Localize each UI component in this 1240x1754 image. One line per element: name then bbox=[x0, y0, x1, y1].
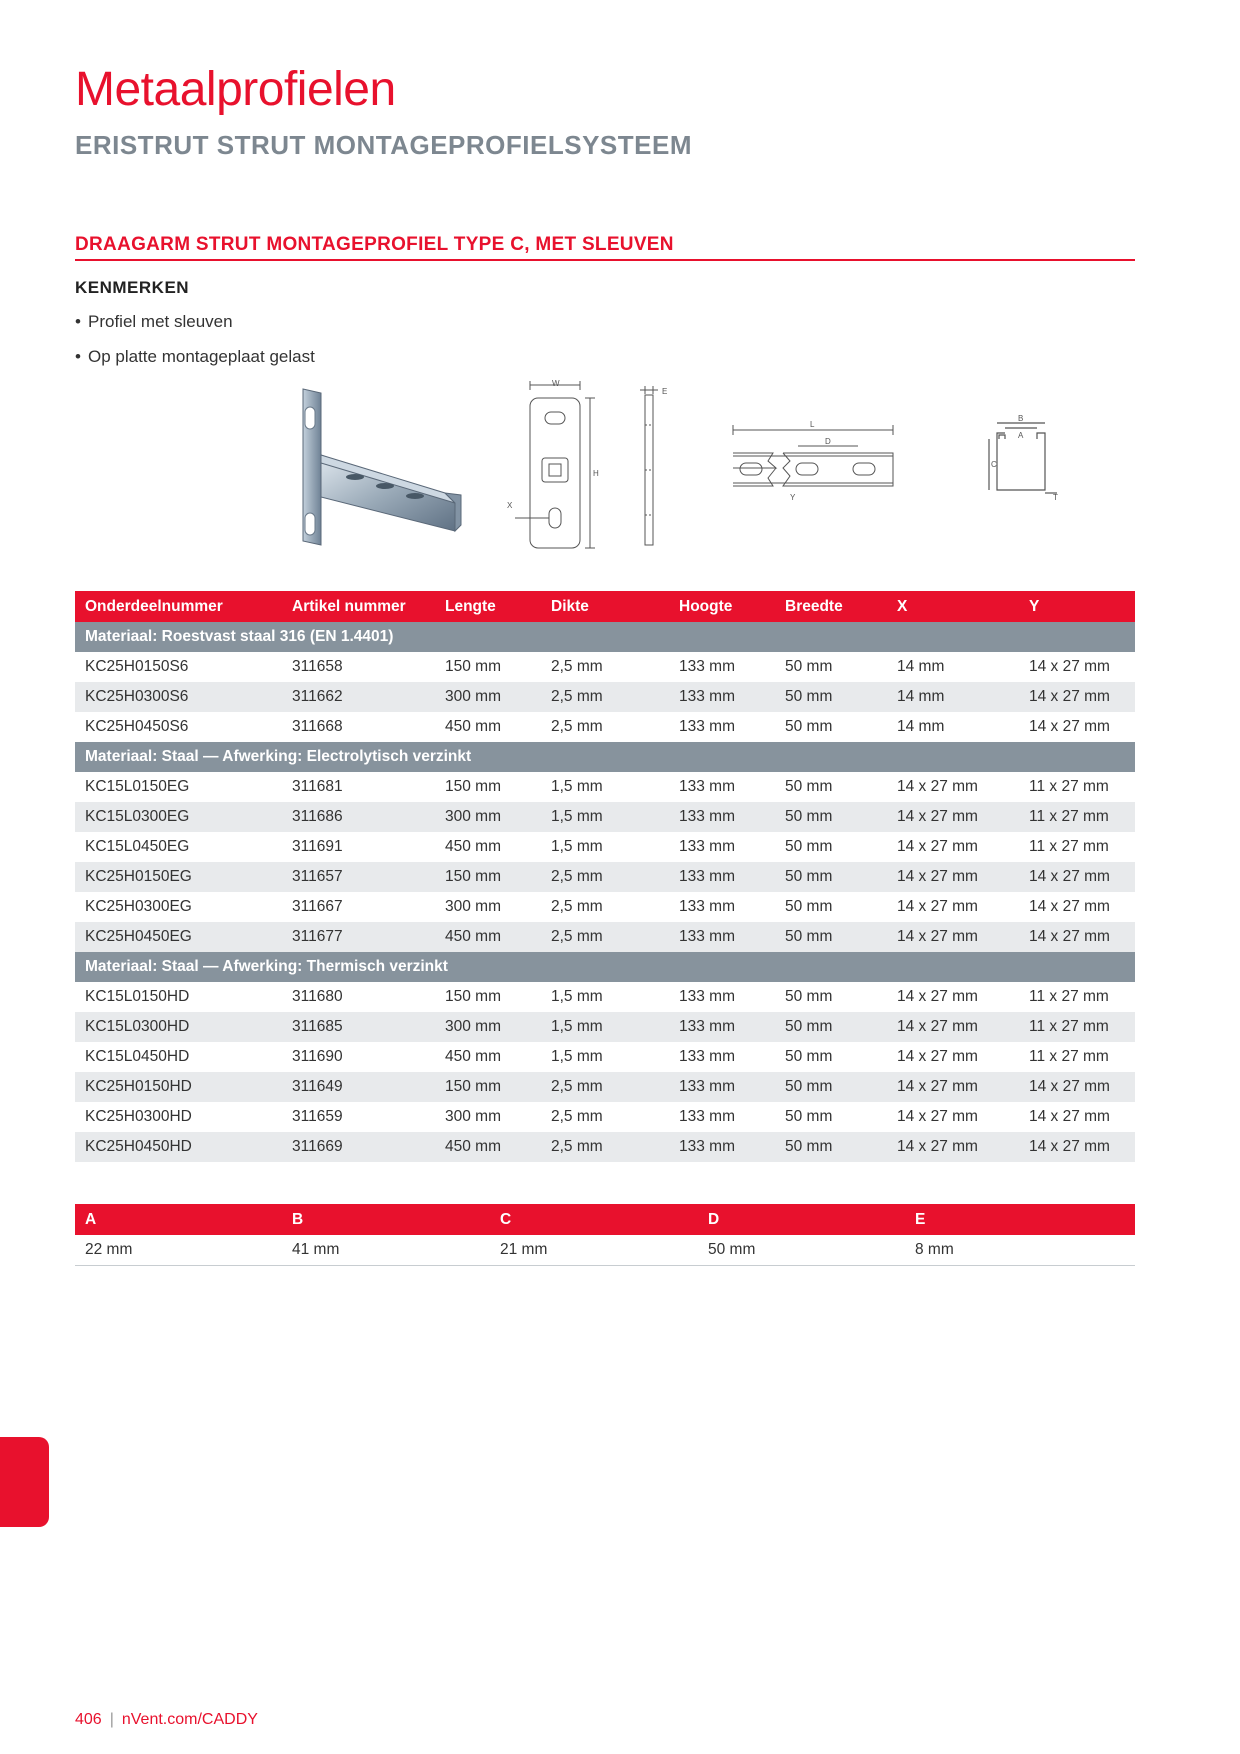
table-cell: 14 mm bbox=[897, 718, 945, 735]
table-cell: 50 mm bbox=[785, 898, 833, 915]
dim-label: D bbox=[825, 437, 831, 446]
table-cell: 2,5 mm bbox=[541, 1072, 669, 1102]
dimensions-table bbox=[75, 1204, 1135, 1266]
material-label: Materiaal: Staal — Afwerking: Electrolytisch verzinkt bbox=[75, 742, 1135, 772]
table-row bbox=[75, 892, 1135, 922]
dim-label: Y bbox=[790, 493, 796, 502]
dim-label: C bbox=[991, 460, 997, 469]
table-cell: 133 mm bbox=[679, 658, 735, 675]
features-list bbox=[75, 311, 315, 381]
table-cell: 2,5 mm bbox=[541, 862, 669, 892]
table-cell: 300 mm bbox=[435, 802, 541, 832]
table-cell: 311658 bbox=[292, 658, 343, 675]
section-title: DRAAGARM STRUT MONTAGEPROFIEL TYPE C, MET SLEUVEN bbox=[75, 234, 674, 255]
table-cell: 22 mm bbox=[75, 1235, 282, 1266]
column-header: C bbox=[490, 1204, 698, 1235]
table-cell: 150 mm bbox=[445, 988, 501, 1005]
table-cell: 311659 bbox=[292, 1108, 343, 1125]
table-cell: 14 x 27 mm bbox=[1019, 862, 1135, 892]
table-cell: 2,5 mm bbox=[551, 898, 603, 915]
table-cell: 150 mm bbox=[445, 658, 501, 675]
table-cell: 14 x 27 mm bbox=[897, 1048, 978, 1065]
table-cell: 50 mm bbox=[785, 1048, 833, 1065]
table-cell: 133 mm bbox=[669, 1132, 775, 1162]
table-cell: KC15L0150HD bbox=[85, 988, 190, 1005]
table-cell: 311668 bbox=[292, 718, 343, 735]
table-cell: 41 mm bbox=[282, 1235, 490, 1266]
table-cell: 14 x 27 mm bbox=[1029, 898, 1110, 915]
table-cell: 311669 bbox=[282, 1132, 435, 1162]
table-cell: 133 mm bbox=[679, 988, 735, 1005]
table-cell: 11 x 27 mm bbox=[1029, 778, 1109, 795]
table-row bbox=[75, 922, 1135, 952]
table-cell: 50 mm bbox=[775, 922, 887, 952]
column-header: B bbox=[282, 1204, 490, 1235]
table-cell: 311657 bbox=[282, 862, 435, 892]
table-cell: 2,5 mm bbox=[551, 658, 603, 675]
table-row bbox=[75, 1072, 1135, 1102]
column-header: D bbox=[698, 1204, 905, 1235]
table-cell: 1,5 mm bbox=[541, 1012, 669, 1042]
table-row bbox=[75, 1132, 1135, 1162]
table-cell: KC15L0300HD bbox=[75, 1012, 282, 1042]
table-cell: 311681 bbox=[292, 778, 343, 795]
footer-separator: | bbox=[109, 1711, 114, 1728]
table-cell: 1,5 mm bbox=[551, 778, 603, 795]
table-row bbox=[75, 1012, 1135, 1042]
column-header: Hoogte bbox=[669, 591, 775, 622]
column-header: Onderdeelnummer bbox=[75, 591, 282, 622]
table-cell: 1,5 mm bbox=[551, 1048, 603, 1065]
table-cell: 11 x 27 mm bbox=[1029, 1048, 1109, 1065]
table-row bbox=[75, 1042, 1135, 1072]
table-cell: 150 mm bbox=[445, 778, 501, 795]
table-cell: 14 x 27 mm bbox=[1029, 658, 1110, 675]
table-cell: 50 mm bbox=[775, 1072, 887, 1102]
material-label: Materiaal: Staal — Afwerking: Thermisch verzinkt bbox=[75, 952, 1135, 982]
table-cell: 450 mm bbox=[435, 922, 541, 952]
table-cell: 311690 bbox=[292, 1048, 343, 1065]
page-footer bbox=[75, 1711, 258, 1729]
table-cell: 1,5 mm bbox=[551, 988, 603, 1005]
table-cell: 50 mm bbox=[785, 778, 833, 795]
table-cell: 14 x 27 mm bbox=[897, 838, 978, 855]
feature-item: • Op platte montageplaat gelast bbox=[75, 347, 315, 366]
table-cell: 14 x 27 mm bbox=[1019, 682, 1135, 712]
table-cell: 300 mm bbox=[445, 1108, 501, 1125]
table-cell: 50 mm bbox=[785, 1108, 833, 1125]
table-cell: 450 mm bbox=[445, 718, 501, 735]
table-row bbox=[75, 832, 1135, 862]
footer-link[interactable]: nVent.com/CADDY bbox=[121, 1711, 258, 1728]
table-cell: 2,5 mm bbox=[541, 682, 669, 712]
table-cell: 133 mm bbox=[679, 778, 735, 795]
table-cell: 311662 bbox=[282, 682, 435, 712]
table-cell: 21 mm bbox=[490, 1235, 698, 1266]
table-cell: KC25H0300HD bbox=[85, 1108, 192, 1125]
c-profile-section-drawing bbox=[985, 415, 1065, 500]
table-cell: 50 mm bbox=[785, 838, 833, 855]
table-cell: 2,5 mm bbox=[551, 718, 603, 735]
material-label: Materiaal: Roestvast staal 316 (EN 1.4401) bbox=[75, 622, 1135, 652]
table-cell: 150 mm bbox=[435, 862, 541, 892]
material-group-row bbox=[75, 622, 1135, 652]
table-cell: 133 mm bbox=[679, 1048, 735, 1065]
table-cell: KC25H0450S6 bbox=[85, 718, 189, 735]
table-row bbox=[75, 1235, 1135, 1266]
table-cell: 14 x 27 mm bbox=[887, 1132, 1019, 1162]
feature-item: • Profiel met sleuven bbox=[75, 312, 233, 331]
table-cell: 14 x 27 mm bbox=[1019, 1072, 1135, 1102]
table-cell: 11 x 27 mm bbox=[1019, 802, 1135, 832]
table-cell: 14 x 27 mm bbox=[887, 922, 1019, 952]
table-cell: 50 mm bbox=[775, 802, 887, 832]
table-cell: 300 mm bbox=[435, 1012, 541, 1042]
features-heading: KENMERKEN bbox=[75, 278, 190, 297]
table-cell: 450 mm bbox=[445, 838, 501, 855]
section-divider bbox=[75, 259, 1135, 261]
table-cell: 2,5 mm bbox=[541, 922, 669, 952]
table-cell: KC25H0150EG bbox=[75, 862, 282, 892]
column-header: Artikel nummer bbox=[282, 591, 435, 622]
table-cell: 133 mm bbox=[679, 898, 735, 915]
table-row bbox=[75, 682, 1135, 712]
table-cell: KC25H0150S6 bbox=[85, 658, 189, 675]
table-cell: 14 x 27 mm bbox=[897, 898, 978, 915]
table-cell: 450 mm bbox=[445, 1048, 501, 1065]
table-cell: 50 mm bbox=[698, 1235, 905, 1266]
table-cell: KC15L0450HD bbox=[85, 1048, 190, 1065]
table-cell: 14 x 27 mm bbox=[1019, 922, 1135, 952]
dim-label: A bbox=[1018, 431, 1024, 440]
table-cell: 311685 bbox=[282, 1012, 435, 1042]
table-cell: 14 x 27 mm bbox=[887, 802, 1019, 832]
table-cell: 14 x 27 mm bbox=[897, 778, 978, 795]
table-cell: 11 x 27 mm bbox=[1019, 1012, 1135, 1042]
table-cell: 311649 bbox=[282, 1072, 435, 1102]
table-cell: 311667 bbox=[292, 898, 343, 915]
table-cell: 300 mm bbox=[435, 682, 541, 712]
table-cell: 50 mm bbox=[775, 862, 887, 892]
table-cell: KC25H0300S6 bbox=[75, 682, 282, 712]
table-cell: 133 mm bbox=[669, 1012, 775, 1042]
table-cell: 311691 bbox=[292, 838, 343, 855]
table-cell: 14 x 27 mm bbox=[887, 1072, 1019, 1102]
table-cell: 14 x 27 mm bbox=[887, 1012, 1019, 1042]
page-number: 406 bbox=[75, 1711, 102, 1728]
column-header: E bbox=[905, 1204, 1135, 1235]
table-cell: 50 mm bbox=[775, 682, 887, 712]
table-cell: 133 mm bbox=[679, 1108, 735, 1125]
table-cell: 14 x 27 mm bbox=[1029, 718, 1110, 735]
table-header-row bbox=[75, 1204, 1135, 1235]
table-cell: KC25H0300EG bbox=[85, 898, 192, 915]
table-cell: 133 mm bbox=[679, 718, 735, 735]
table-row bbox=[75, 982, 1135, 1012]
table-cell: 133 mm bbox=[669, 922, 775, 952]
table-cell: 14 x 27 mm bbox=[1019, 1132, 1135, 1162]
table-cell: 11 x 27 mm bbox=[1029, 838, 1109, 855]
table-cell: 311686 bbox=[282, 802, 435, 832]
column-header: Dikte bbox=[541, 591, 669, 622]
table-cell: 14 x 27 mm bbox=[887, 862, 1019, 892]
table-row bbox=[75, 862, 1135, 892]
plate-side-drawing bbox=[630, 385, 680, 557]
table-cell: 450 mm bbox=[435, 1132, 541, 1162]
dim-label: E bbox=[662, 387, 668, 396]
dim-label: X bbox=[507, 501, 513, 510]
table-cell: 133 mm bbox=[669, 862, 775, 892]
channel-slots-drawing bbox=[728, 418, 898, 508]
material-group-row bbox=[75, 952, 1135, 982]
table-cell: 50 mm bbox=[785, 988, 833, 1005]
dim-label: T bbox=[1053, 493, 1058, 500]
table-row bbox=[75, 772, 1135, 802]
table-cell: 50 mm bbox=[775, 1012, 887, 1042]
table-row bbox=[75, 712, 1135, 742]
dim-label: L bbox=[810, 420, 815, 429]
table-cell: 133 mm bbox=[669, 682, 775, 712]
column-header: A bbox=[75, 1204, 282, 1235]
material-group-row bbox=[75, 742, 1135, 772]
column-header: X bbox=[887, 591, 1019, 622]
product-photo bbox=[295, 385, 465, 555]
table-row bbox=[75, 1102, 1135, 1132]
column-header: Y bbox=[1019, 591, 1135, 622]
table-cell: 150 mm bbox=[435, 1072, 541, 1102]
dim-label: W bbox=[552, 379, 560, 388]
table-cell: KC25H0450HD bbox=[75, 1132, 282, 1162]
table-header-row bbox=[75, 591, 1135, 622]
table-cell: 50 mm bbox=[785, 658, 833, 675]
page-subtitle: ERISTRUT STRUT MONTAGEPROFIELSYSTEEM bbox=[75, 130, 692, 160]
page-title: Metaalprofielen bbox=[75, 63, 396, 116]
table-cell: KC15L0450EG bbox=[85, 838, 190, 855]
table-cell: 14 mm bbox=[887, 682, 1019, 712]
table-row bbox=[75, 652, 1135, 682]
table-cell: 311677 bbox=[282, 922, 435, 952]
table-cell: 8 mm bbox=[905, 1235, 1135, 1266]
table-row bbox=[75, 802, 1135, 832]
column-header: Breedte bbox=[775, 591, 887, 622]
table-cell: 1,5 mm bbox=[551, 838, 603, 855]
table-cell: 50 mm bbox=[775, 1132, 887, 1162]
plate-front-drawing bbox=[505, 378, 610, 558]
table-cell: KC15L0300EG bbox=[75, 802, 282, 832]
table-cell: 311680 bbox=[292, 988, 343, 1005]
table-cell: 2,5 mm bbox=[551, 1108, 603, 1125]
table-cell: 133 mm bbox=[669, 1072, 775, 1102]
column-header: Lengte bbox=[435, 591, 541, 622]
dim-label: B bbox=[1018, 415, 1024, 423]
table-cell: 14 x 27 mm bbox=[1029, 1108, 1110, 1125]
table-cell: 2,5 mm bbox=[541, 1132, 669, 1162]
table-cell: 1,5 mm bbox=[541, 802, 669, 832]
dim-label: H bbox=[593, 469, 599, 478]
chapter-tab-marker bbox=[0, 1437, 49, 1527]
table-cell: KC25H0150HD bbox=[75, 1072, 282, 1102]
product-table bbox=[75, 591, 1135, 1162]
table-cell: 14 mm bbox=[897, 658, 945, 675]
table-cell: KC15L0150EG bbox=[85, 778, 190, 795]
table-cell: 133 mm bbox=[679, 838, 735, 855]
table-cell: 50 mm bbox=[785, 718, 833, 735]
table-cell: 11 x 27 mm bbox=[1029, 988, 1109, 1005]
table-cell: 14 x 27 mm bbox=[897, 988, 978, 1005]
table-cell: 300 mm bbox=[445, 898, 501, 915]
table-cell: KC25H0450EG bbox=[75, 922, 282, 952]
table-cell: 14 x 27 mm bbox=[897, 1108, 978, 1125]
table-cell: 133 mm bbox=[669, 802, 775, 832]
